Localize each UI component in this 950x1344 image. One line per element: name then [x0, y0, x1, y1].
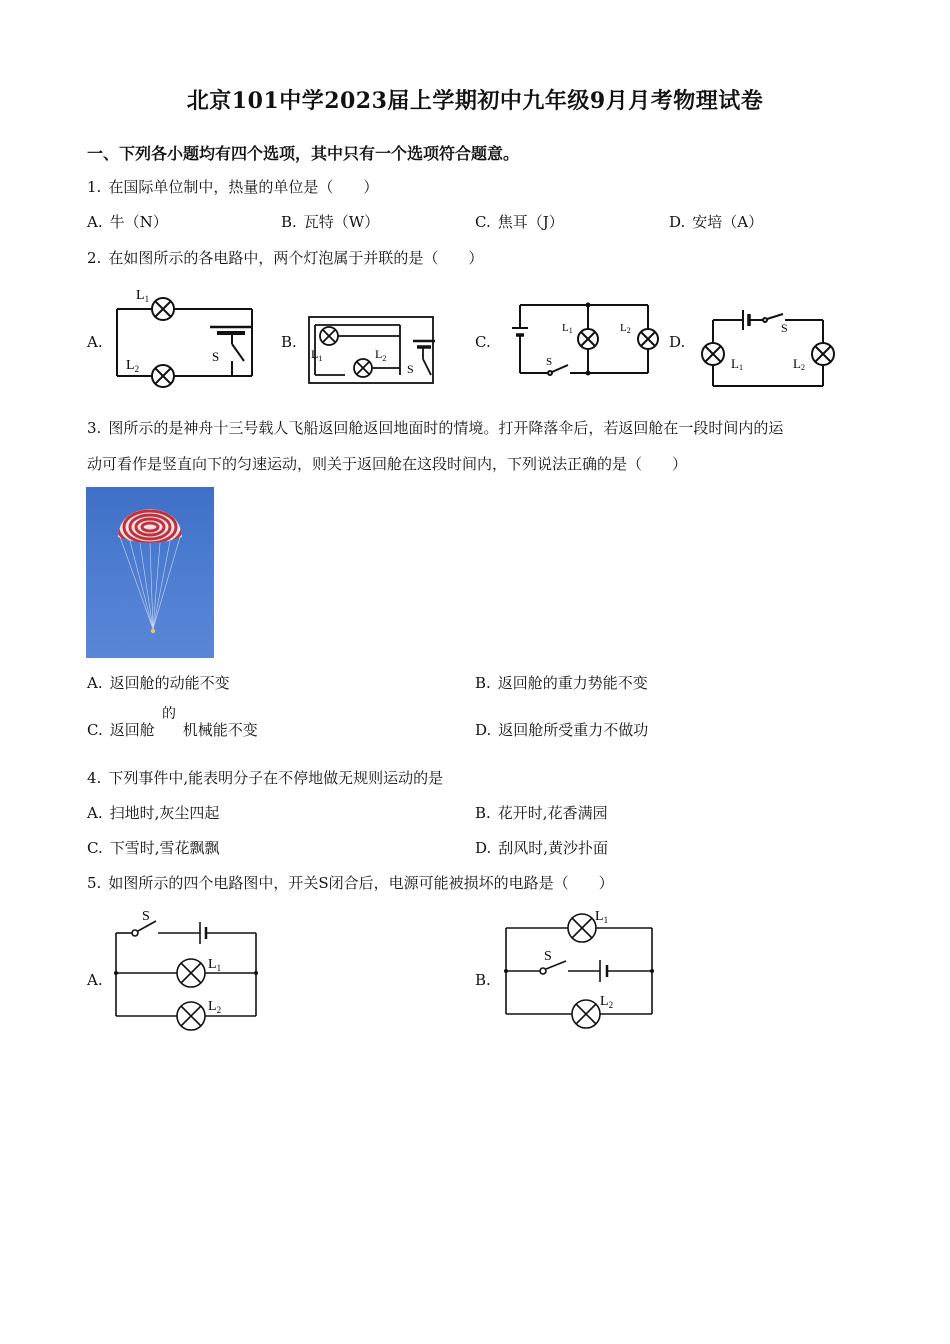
question-3-line2: 动可看作是竖直向下的匀速运动，则关于返回舱在这段时间内，下列说法正确的是（ ） — [87, 455, 688, 473]
option-text: 花开时,花香满园 — [497, 804, 608, 822]
option-label: B. — [475, 674, 491, 692]
question-number: 5. — [87, 874, 102, 892]
option-label: C. — [475, 213, 491, 231]
lamp-label-l2: $L_2$ — [126, 358, 140, 374]
option-text: 安培（A） — [692, 213, 764, 231]
question-5 — [87, 874, 614, 892]
q5-option-a-label: A. — [87, 971, 103, 989]
q3-option-b — [475, 674, 648, 692]
option-label: B. — [281, 213, 297, 231]
switch-label-s: S — [142, 909, 150, 924]
q1-option-d — [669, 213, 763, 231]
q1-option-a — [87, 213, 168, 231]
lamp-label-l1: $L_1$ — [136, 288, 150, 304]
lamp-label-l2: $L_2$ — [375, 347, 387, 363]
question-number: 4. — [87, 769, 102, 787]
question-1 — [87, 178, 378, 196]
question-number: 1. — [87, 178, 102, 196]
lamp-label-l1: L1 — [731, 356, 743, 372]
question-2 — [87, 249, 483, 267]
lamp-label-l1: $L_1$ — [208, 957, 222, 973]
q1-option-c — [475, 213, 564, 231]
option-text: 牛（N） — [109, 213, 168, 231]
question-3-line1 — [87, 419, 783, 437]
question-text: 图所示的是神舟十三号载人飞船返回舱返回地面时的情境。打开降落伞后，若返回舱在一段时间内的运 — [108, 419, 784, 437]
lamp-label-l1: $L_1$ — [595, 909, 609, 925]
circuit-diagram-b — [305, 313, 437, 389]
option-text: 返回舱的重力势能不变 — [497, 674, 648, 692]
option-text: 返回舱的动能不变 — [109, 674, 230, 692]
switch-label-s: S — [407, 362, 414, 376]
option-label: B. — [475, 804, 491, 822]
question-text: 下列事件中,能表明分子在不停地做无规则运动的是 — [108, 769, 444, 787]
question-text: 在国际单位制中，热量的单位是（ ） — [108, 178, 379, 196]
lamp-label-l2: L2 — [620, 322, 631, 335]
q3-option-c-superscript: 的 — [162, 706, 176, 722]
q1-option-b — [281, 213, 379, 231]
switch-label-s: S — [546, 356, 553, 368]
option-label: A. — [87, 804, 103, 822]
switch-label-s: S — [781, 321, 788, 335]
switch-label-s: S — [544, 949, 552, 964]
lamp-label-l1: L1 — [562, 322, 573, 335]
lamp-label-l2: $L_2$ — [208, 999, 222, 1015]
option-text: 机械能不变 — [182, 721, 258, 739]
question-text: 在如图所示的各电路中，两个灯泡属于并联的是（ ） — [108, 249, 484, 267]
q2-option-d-label: D. — [669, 333, 686, 351]
question-4 — [87, 769, 443, 787]
parachute-photo — [86, 487, 214, 658]
option-text: 刮风时,黄沙扑面 — [498, 839, 609, 857]
option-text: 返回舱 — [109, 721, 155, 739]
option-label: C. — [87, 839, 103, 857]
q2-option-b-label: B. — [281, 333, 297, 351]
circuit-diagram-d — [697, 302, 839, 390]
lamp-label-l2: L2 — [793, 356, 805, 372]
lamp-label-l2: $L_2$ — [600, 994, 614, 1010]
q2-option-a-label: A. — [87, 333, 103, 351]
parachute-illustration — [86, 487, 214, 658]
circuit-diagram-5b — [500, 906, 660, 1030]
option-text: 返回舱所受重力不做功 — [498, 721, 649, 739]
option-text: 焦耳（J） — [497, 213, 564, 231]
option-label: D. — [669, 213, 686, 231]
lamp-label-l1: $L_1$ — [311, 347, 323, 363]
option-label: D. — [475, 721, 492, 739]
option-label: D. — [475, 839, 492, 857]
section-1-header: 一、下列各小题均有四个选项，其中只有一个选项符合题意。 — [87, 144, 520, 163]
circuit-diagram-5a — [110, 906, 262, 1030]
q4-option-a — [87, 804, 219, 822]
q4-option-d — [475, 839, 608, 857]
option-label: A. — [87, 674, 103, 692]
option-text: 下雪时,雪花飘飘 — [109, 839, 220, 857]
option-label: A. — [87, 213, 103, 231]
question-number: 3. — [87, 419, 102, 437]
exam-title: 北京101中学2023届上学期初中九年级9月月考物理试卷 — [186, 88, 764, 114]
q4-option-c — [87, 839, 220, 857]
switch-label-s: S — [212, 349, 220, 364]
q3-option-a — [87, 674, 230, 692]
circuit-diagram-a — [112, 281, 256, 389]
q4-option-b — [475, 804, 608, 822]
circuit-diagram-c — [508, 301, 660, 379]
question-number: 2. — [87, 249, 102, 267]
q2-option-c-label: C. — [475, 333, 491, 351]
q5-option-b-label: B. — [475, 971, 491, 989]
option-text: 瓦特（W） — [303, 213, 380, 231]
q3-option-c — [87, 721, 258, 739]
q3-option-d — [475, 721, 648, 739]
option-text: 扫地时,灰尘四起 — [109, 804, 220, 822]
question-text: 如图所示的四个电路图中，开关S闭合后，电源可能被损坏的电路是（ ） — [108, 874, 614, 892]
option-label: C. — [87, 721, 103, 739]
